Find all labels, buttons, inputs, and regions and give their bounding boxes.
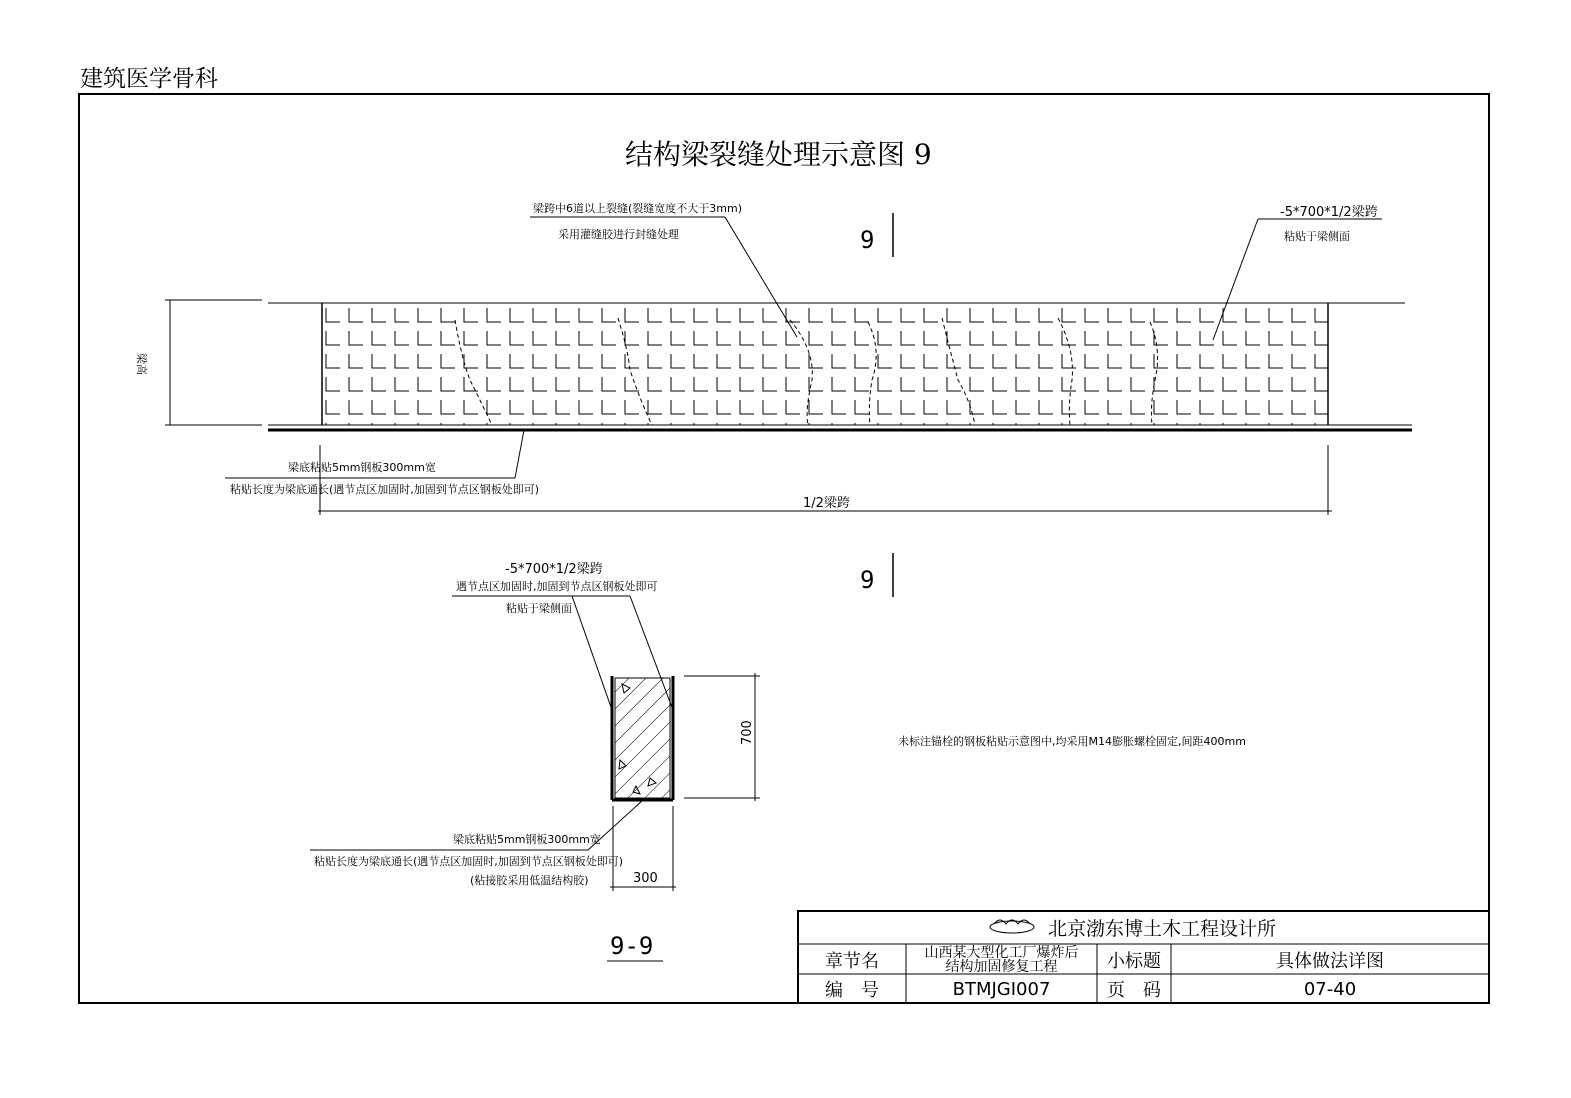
crack-note-line2: 采用灌缝胶进行封缝处理 — [558, 228, 679, 241]
section-bottom-note-line3: (粘接胶采用低温结构胶) — [470, 874, 589, 887]
section-plate-note-line2: 粘贴于梁侧面 — [506, 602, 572, 615]
span-label: 1/2梁跨 — [803, 496, 850, 511]
code-value: BTMJGI007 — [952, 978, 1051, 1000]
beam-elevation — [165, 213, 1412, 597]
header-text: 建筑医学骨科 — [80, 66, 218, 92]
section-mark-bottom: 9 — [860, 566, 875, 594]
section-label: 9-9 — [610, 932, 654, 960]
section-mark-top: 9 — [860, 226, 875, 254]
elevation-plate-spec: -5*700*1/2梁跨 — [1280, 205, 1378, 220]
subtitle-value: 具体做法详图 — [1276, 950, 1384, 972]
page-value: 07-40 — [1303, 978, 1357, 1000]
elevation-bottom-note-line2: 粘贴长度为梁底通长(遇节点区加固时,加固到节点区钢板处即可) — [230, 483, 540, 496]
chapter-value-line2: 结构加固修复工程 — [945, 958, 1058, 975]
section-plate-note-line1: 遇节点区加固时,加固到节点区钢板处即可 — [456, 580, 658, 593]
drawing-frame — [79, 94, 1489, 1003]
section-plate-spec: -5*700*1/2梁跨 — [505, 562, 603, 577]
elevation-plate-note: 粘贴于梁侧面 — [1284, 230, 1350, 243]
chapter-label: 章节名 — [825, 950, 879, 972]
drawing-title: 结构梁裂缝处理示意图 9 — [625, 138, 932, 171]
elevation-bottom-note-line1: 梁底粘贴5mm钢板300mm宽 — [288, 461, 436, 474]
company-logo — [990, 920, 1034, 933]
section-bottom-note-line1: 梁底粘贴5mm钢板300mm宽 — [453, 833, 601, 846]
beam-section-body — [615, 678, 670, 798]
subtitle-label: 小标题 — [1107, 950, 1161, 972]
beam-height-label: 梁高 — [135, 353, 148, 375]
page-label: 页 码 — [1107, 980, 1161, 1001]
company-name: 北京渤东博土木工程设计所 — [1048, 917, 1277, 940]
section-width-dim: 300 — [633, 871, 658, 886]
chapter-value — [906, 945, 1097, 974]
chapter-value-line1: 山西某大型化工厂爆炸后 — [924, 944, 1079, 961]
section-height-dim: 700 — [740, 720, 755, 745]
crack-note-line1: 梁跨中6道以上裂缝(裂缝宽度不大于3mm) — [533, 202, 743, 215]
steel-plate-side — [322, 303, 1328, 425]
beam-section — [310, 596, 760, 961]
general-note: 未标注锚栓的钢板粘贴示意图中,均采用M14膨胀螺栓固定,间距400mm — [898, 735, 1246, 748]
section-bottom-note-line2: 粘贴长度为梁底通长(遇节点区加固时,加固到节点区钢板处即可) — [314, 855, 624, 868]
code-label: 编 号 — [825, 980, 879, 1001]
